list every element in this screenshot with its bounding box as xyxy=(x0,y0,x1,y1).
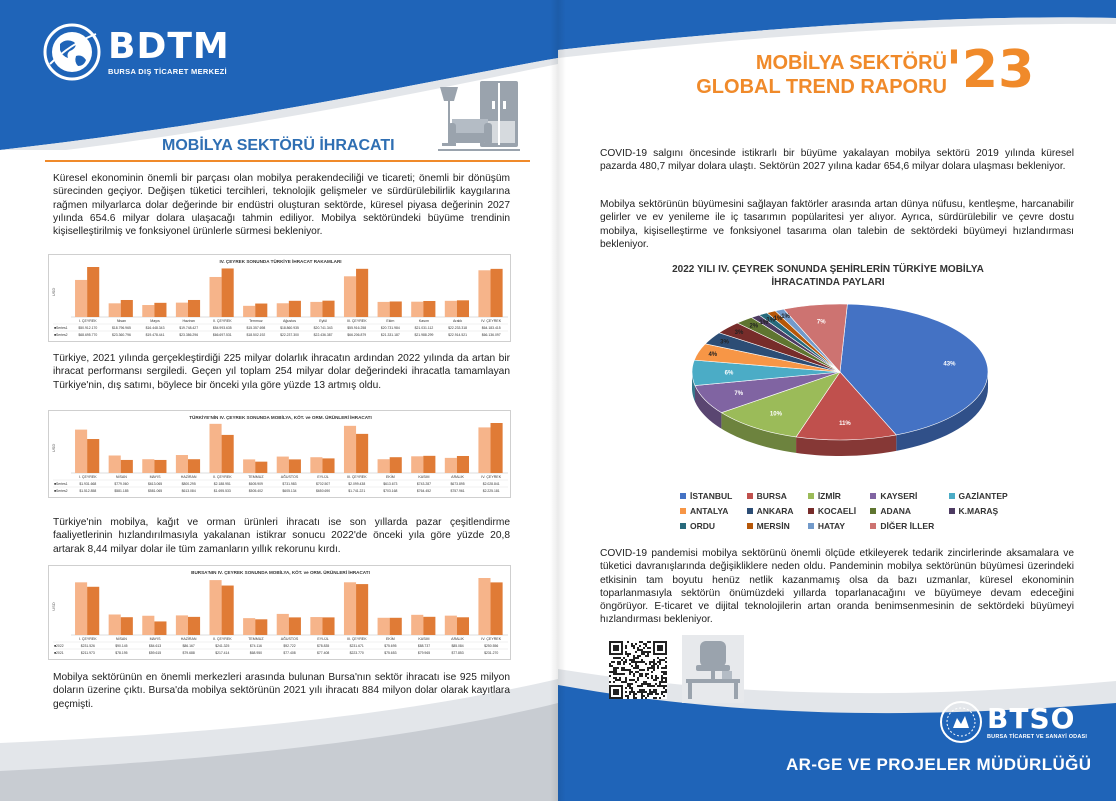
pie-label-KOCAELİ: 3% xyxy=(734,330,744,337)
bar-chart-title: TÜRKİYE'NİN IV. ÇEYREK SONUNDA MOBİLYA, KÖT. ve ORM. ÜRÜNLERİ İHRACATI xyxy=(189,415,372,420)
legend-swatch xyxy=(680,493,686,499)
table-cell: $79.688 xyxy=(182,651,195,655)
bar-2022-9 xyxy=(378,618,390,635)
legend-item xyxy=(870,491,936,501)
bar-Series1-11 xyxy=(445,458,457,473)
bar-Series2-4 xyxy=(222,268,234,317)
table-cell: $2.188.951 xyxy=(213,482,231,486)
x-tick-label: I. ÇEYREK xyxy=(78,319,97,323)
bar-Series1-1 xyxy=(109,455,121,473)
department-name: AR-GE VE PROJELER MÜDÜRLÜĞÜ xyxy=(786,755,1092,774)
legend-swatch xyxy=(949,493,955,499)
bar-Series1-12 xyxy=(478,270,490,317)
table-cell: $223.770 xyxy=(349,651,364,655)
table-row-label: ■Series1 xyxy=(54,482,68,486)
table-cell: $64.183.415 xyxy=(481,326,501,330)
legend-item xyxy=(747,506,796,516)
x-tick-label: EYLÜL xyxy=(317,637,329,641)
bar-Series1-9 xyxy=(378,302,390,317)
table-cell: $613.084 xyxy=(181,489,196,493)
bar-Series2-5 xyxy=(255,304,267,317)
x-tick-label: Eylül xyxy=(319,319,328,323)
table-cell: $77.408 xyxy=(316,651,330,655)
legend-item xyxy=(680,491,735,501)
table-cell: $19.478.441 xyxy=(145,333,165,337)
bar-Series2-8 xyxy=(356,269,368,317)
bar-Series1-6 xyxy=(277,303,289,317)
table-cell: $15.357.698 xyxy=(246,326,266,330)
bdtm-logo xyxy=(42,22,230,82)
x-tick-label: Ekim xyxy=(386,319,395,323)
bar-2022-3 xyxy=(176,615,188,635)
bar-2022-7 xyxy=(310,617,322,635)
table-cell: $19.748.427 xyxy=(179,326,199,330)
bar-2021-12 xyxy=(491,582,503,635)
bar-Series1-0 xyxy=(75,280,87,317)
pie-label-ADANA: 2% xyxy=(749,323,759,330)
bar-Series2-11 xyxy=(457,300,469,317)
legend-label: ORDU xyxy=(690,521,716,531)
bar-Series1-12 xyxy=(478,427,490,473)
table-row-label: ■2021 xyxy=(54,651,64,655)
pie-label-BURSA: 11% xyxy=(839,420,851,427)
pie-label-MERSİN: 1% xyxy=(773,315,783,322)
paragraph-bursa-exports: Mobilya sektörünün en önemli merkezleri arasında bulunan Bursa'nın sektör ihracatı ise 925 milyon doların üzerine çıktı. Bursa'da mobilya sektörünün 2021 yılı ihracatı 884 milyon dolar olarak kayıtlara geçmişti. xyxy=(53,672,510,710)
bar-2021-6 xyxy=(289,617,301,635)
bar-Series2-12 xyxy=(491,423,503,473)
table-cell: $92.722 xyxy=(283,644,296,648)
legend-swatch xyxy=(747,508,753,514)
table-cell: $18.796.965 xyxy=(111,326,131,330)
legend-item xyxy=(747,491,796,501)
report-title-line1: MOBİLYA SEKTÖRÜ xyxy=(755,52,947,74)
table-cell: $211.973 xyxy=(80,651,95,655)
x-tick-label: AĞUSTOS xyxy=(280,637,299,641)
table-cell: $90.145 xyxy=(115,644,128,648)
table-cell: $605.909 xyxy=(248,482,263,486)
table-cell: $77.853 xyxy=(451,651,464,655)
bar-2022-2 xyxy=(142,616,154,635)
qr-code-icon[interactable] xyxy=(609,641,667,699)
bar-Series1-3 xyxy=(176,303,188,317)
bar-Series2-1 xyxy=(121,460,133,473)
table-cell: $217.414 xyxy=(215,651,230,655)
legend-label: DİĞER İLLER xyxy=(880,521,935,531)
legend-label: KOCAELİ xyxy=(817,506,857,516)
x-tick-label: EKİM xyxy=(385,475,395,479)
table-cell: $1.931.668 xyxy=(79,482,97,486)
legend-label: MERSİN xyxy=(756,521,790,531)
table-row-label: ■Series2 xyxy=(54,489,68,493)
table-cell: $231.671 xyxy=(349,644,364,648)
table-cell: $85.084 xyxy=(451,644,464,648)
bar-chart-title: BURSA'NIN IV. ÇEYREK SONUNDA MOBİLYA, KÖT. ve ORM. ÜRÜNLERİ İHRACATI xyxy=(191,570,370,575)
bar-2021-1 xyxy=(121,617,133,635)
bar-Series2-3 xyxy=(188,459,200,473)
table-cell: $800.295 xyxy=(181,482,196,486)
pie-label-ANTALYA: 4% xyxy=(708,351,718,358)
x-tick-label: NİSAN xyxy=(115,475,127,479)
table-cell: $50.912.170 xyxy=(78,326,98,330)
x-tick-label: NİSAN xyxy=(115,637,127,641)
bar-2022-0 xyxy=(75,582,87,635)
btso-subtitle: BURSA TİCARET VE SANAYİ ODASI xyxy=(987,734,1088,740)
legend-swatch xyxy=(949,508,955,514)
pie-label-DİĞER İLLER: 7% xyxy=(816,319,826,326)
x-tick-label: II. ÇEYREK xyxy=(212,475,232,479)
table-cell: $16.448.343 xyxy=(145,326,165,330)
legend-swatch xyxy=(747,523,753,529)
table-cell: $66.136.097 xyxy=(481,333,501,337)
table-cell: $21.031.112 xyxy=(414,326,434,330)
city-share-pie-chart xyxy=(658,292,988,472)
bar-chart-title: IV. ÇEYREK SONUNDA TÜRKİYE İHRACAT RAKAMLARI xyxy=(219,259,342,264)
legend-swatch xyxy=(680,523,686,529)
table-cell: $779.060 xyxy=(114,482,129,486)
legend-item xyxy=(808,521,859,531)
right-page xyxy=(558,0,1116,801)
bar-Series1-5 xyxy=(243,459,255,473)
bar-Series2-6 xyxy=(289,459,301,473)
bar-Series2-10 xyxy=(423,301,435,317)
table-cell: $22.233.318 xyxy=(448,326,468,330)
y-axis-label: USD xyxy=(51,443,56,453)
bar-2022-11 xyxy=(445,616,457,635)
table-cell: $66.697.531 xyxy=(212,333,232,337)
x-tick-label: KASIM xyxy=(418,637,430,641)
table-cell: $1.695.533 xyxy=(213,489,231,493)
section-divider xyxy=(45,160,530,162)
table-cell: $581.065 xyxy=(147,489,163,493)
x-tick-label: Kasım xyxy=(418,319,430,323)
table-cell: $79.965 xyxy=(417,651,431,655)
x-tick-label: MAYIS xyxy=(149,637,161,641)
pie-legend xyxy=(680,491,1010,531)
bar-2021-2 xyxy=(154,621,166,635)
bar-Series2-2 xyxy=(154,460,166,473)
table-cell: $731.983 xyxy=(282,482,297,486)
x-tick-label: TEMMUZ xyxy=(248,475,264,479)
bar-Series1-8 xyxy=(344,276,356,317)
report-title-line2: GLOBAL TREND RAPORU xyxy=(696,76,947,98)
legend-swatch xyxy=(870,508,876,514)
bar-2021-3 xyxy=(188,617,200,635)
legend-item xyxy=(680,506,735,516)
legend-swatch xyxy=(870,493,876,499)
turkey-furniture-export-chart xyxy=(48,410,511,498)
table-cell: $703.168 xyxy=(383,489,398,493)
x-tick-label: EKİM xyxy=(385,637,395,641)
bar-2022-6 xyxy=(277,614,289,635)
bar-Series1-2 xyxy=(142,305,154,317)
bar-Series2-9 xyxy=(390,457,402,473)
bar-Series2-3 xyxy=(188,300,200,317)
bar-2021-8 xyxy=(356,584,368,635)
btso-emblem-icon xyxy=(939,700,983,744)
bar-Series1-4 xyxy=(209,424,221,473)
x-tick-label: Haziran xyxy=(182,319,195,323)
legend-label: GAZİANTEP xyxy=(958,491,1008,501)
table-cell: $18.860.935 xyxy=(280,326,299,330)
report-title xyxy=(657,51,947,99)
bar-Series1-7 xyxy=(310,457,322,473)
report-year: '23 xyxy=(946,40,1035,100)
table-cell: $21.331.187 xyxy=(380,333,400,337)
bar-2021-4 xyxy=(222,586,234,635)
bar-2021-7 xyxy=(322,617,334,635)
bar-Series1-7 xyxy=(310,302,322,317)
bar-2022-10 xyxy=(411,615,423,635)
table-cell: $20.731.984 xyxy=(380,326,400,330)
paragraph-global-economy: Küresel ekonominin önemli bir parçası olan mobilya perakendeciliği ve ticareti; önemli bir dönüşüm sürecinden geçiyor. Değişen tüketici tercihleri, teknolojik gelişmeler ve sürdürülebilirlik kaygılarına rağmen milyarlarca dolar değerinde bir endüstri oluşturan sektörde, küresel piyasa değerinin 2027 yılında 654.6 milyar dolara ulaşacağı tahmin ediliyor. Mobilya sektöründeki büyüme trendinin kişiselleştirilmiş ve fonksiyonel ürünlerle sürmesi bekleniyor. xyxy=(53,173,510,238)
table-cell: $77.408 xyxy=(283,651,296,655)
bar-Series1-4 xyxy=(209,277,221,317)
x-tick-label: TEMMUZ xyxy=(248,637,264,641)
bar-Series1-9 xyxy=(378,459,390,473)
table-cell: $2.225.181 xyxy=(482,489,500,493)
bar-Series1-5 xyxy=(243,306,255,317)
bar-2022-5 xyxy=(243,618,255,635)
table-cell: $1.741.221 xyxy=(348,489,366,493)
pie-label-İSTANBUL: 43% xyxy=(943,361,956,368)
bdtm-logo-name: BDTM xyxy=(108,25,230,67)
table-cell: $2.028.841 xyxy=(482,482,500,486)
table-cell: $21.988.299 xyxy=(414,333,434,337)
table-cell: $18.502.192 xyxy=(246,333,266,337)
table-row-label: ■Series2 xyxy=(54,333,68,337)
bar-Series1-8 xyxy=(344,426,356,473)
bar-Series2-7 xyxy=(322,458,334,473)
paragraph-turkey-exports: Türkiye, 2021 yılında gerçekleştirdiği 225 milyar dolarlık ihracatın ardından 2022 yılında da artan bir ihracat performansı sergiledi. Geçen yıl toplam 254 milyar dolar değerindeki ihracatla tamamlayan Türkiye'nin, dış satımı, böylece bir önceki yıla göre yüzde 13 artmış oldu. xyxy=(53,353,510,391)
turkey-export-chart xyxy=(48,254,511,342)
legend-label: K.MARAŞ xyxy=(958,506,999,516)
bar-Series2-6 xyxy=(289,301,301,317)
table-cell: $59.615 xyxy=(148,651,162,655)
bar-Series1-1 xyxy=(109,303,121,317)
bar-2022-8 xyxy=(344,582,356,635)
table-cell: $613.673 xyxy=(383,482,398,486)
table-cell: $581.185 xyxy=(114,489,129,493)
legend-label: BURSA xyxy=(756,491,787,501)
table-cell: $702.507 xyxy=(316,482,331,486)
bar-Series1-10 xyxy=(411,456,423,473)
table-cell: $78.835 xyxy=(316,644,330,648)
table-cell: $22.436.387 xyxy=(313,333,333,337)
legend-label: ANTALYA xyxy=(690,506,729,516)
bar-2022-12 xyxy=(478,578,490,635)
bar-Series2-7 xyxy=(322,301,334,317)
y-axis-label: USD xyxy=(51,287,56,297)
bar-Series2-9 xyxy=(390,301,402,317)
table-cell: $22.237.300 xyxy=(280,333,299,337)
section-title: MOBİLYA SEKTÖRÜ İHRACATI xyxy=(162,137,395,154)
living-room-furniture-icon xyxy=(436,73,522,159)
pie-label-GAZİANTEP: 6% xyxy=(724,370,734,377)
table-row-label: ■Series1 xyxy=(54,326,68,330)
table-cell: $75.695 xyxy=(384,644,397,648)
table-cell: $66.206.879 xyxy=(347,333,367,337)
x-tick-label: III. ÇEYREK xyxy=(346,475,367,479)
bar-Series2-0 xyxy=(87,439,99,473)
table-cell: $673.895 xyxy=(450,482,465,486)
bar-Series2-10 xyxy=(423,456,435,473)
y-axis-label: USD xyxy=(51,602,56,611)
table-cell: $54.993.635 xyxy=(212,326,232,330)
pie-label-HATAY: 1% xyxy=(781,314,790,321)
bar-Series1-11 xyxy=(445,301,457,317)
x-tick-label: EYLÜL xyxy=(317,475,329,479)
legend-swatch xyxy=(808,493,814,499)
legend-item xyxy=(808,506,859,516)
table-cell: $55.916.258 xyxy=(347,326,367,330)
x-tick-label: AĞUSTOS xyxy=(280,475,299,479)
x-tick-label: III. ÇEYREK xyxy=(346,319,367,323)
table-cell: $231.270 xyxy=(484,651,499,655)
legend-item xyxy=(949,491,1010,501)
table-cell: $757.961 xyxy=(450,489,465,493)
table-row-label: ■2022 xyxy=(54,644,64,648)
bar-Series1-0 xyxy=(75,430,87,473)
paragraph-pandemic-impact: COVID-19 pandemisi mobilya sektörünü önemli ölçüde etkileyerek tedarik zincirlerinde aksamalara ve tüketici davranışlarında değişikliklere neden oldu. Pandeminin mobilya sektörünün büyümesi üzerindeki etkisinin tam boyutu henüz netlik kazanmamış olsa da bazı uzmanlar, küresel ekonominin toparlanmasıyla sektörün önümüzdeki yıllarda toparlanacağını ve büyümeye devam edeceğini öngörüyor. E-ticaret ve dijital teknolojilerin artan oranda benimsenmesinin de sektördeki büyümeyi hızlandırması bekleniyor. xyxy=(600,548,1074,626)
x-tick-label: II. ÇEYREK xyxy=(212,319,232,323)
legend-label: İSTANBUL xyxy=(690,491,733,501)
legend-item xyxy=(680,521,735,531)
x-tick-label: I. ÇEYREK xyxy=(78,637,97,641)
turkey-furniture-export-chart-svg xyxy=(49,411,512,499)
globe-icon xyxy=(42,22,102,82)
page-gutter xyxy=(550,0,566,801)
table-cell: $613.065 xyxy=(147,482,163,486)
table-cell: $605.134 xyxy=(282,489,297,493)
table-cell: $78.195 xyxy=(115,651,128,655)
legend-swatch xyxy=(747,493,753,499)
pie-label-ANKARA: 3% xyxy=(720,339,729,346)
legend-item xyxy=(747,521,796,531)
table-cell: $22.914.521 xyxy=(448,333,468,337)
table-cell: $505.402 xyxy=(248,489,263,493)
table-cell: $74.116 xyxy=(249,644,262,648)
bar-Series2-2 xyxy=(154,303,166,317)
bar-Series2-5 xyxy=(255,462,267,473)
bar-Series2-11 xyxy=(457,456,469,473)
x-tick-label: HAZİRAN xyxy=(180,475,197,479)
bar-Series1-10 xyxy=(411,302,423,317)
bar-Series2-4 xyxy=(222,435,234,473)
x-tick-label: I. ÇEYREK xyxy=(78,475,97,479)
x-tick-label: Ağustos xyxy=(283,319,296,323)
table-cell: $23.386.296 xyxy=(179,333,199,337)
x-tick-label: IV. ÇEYREK xyxy=(481,475,502,479)
bar-Series2-8 xyxy=(356,434,368,473)
table-cell: $650.690 xyxy=(316,489,331,493)
table-cell: $75.653 xyxy=(384,651,397,655)
bar-Series1-3 xyxy=(176,455,188,473)
x-tick-label: IV. ÇEYREK xyxy=(481,637,502,641)
legend-label: KAYSERİ xyxy=(880,491,918,501)
x-tick-label: III. ÇEYREK xyxy=(346,637,367,641)
legend-swatch xyxy=(870,523,876,529)
bar-Series2-0 xyxy=(87,267,99,317)
paragraph-covid-growth: COVID-19 salgını öncesinde istikrarlı bir büyüme yakalayan mobilya sektörü 2019 yılında küresel pazarda 480,7 milyar dolara ulaştı. Sektörün 2027 yılına kadar 654,6 milyar dolara ulaşması bekleniyor. xyxy=(600,148,1074,173)
paragraph-furniture-record: Türkiye'nin mobilya, kağıt ve orman ürünleri ihracatı ise son yıllarda pazar çeşitlendirme faaliyetlerinin hızlandırılmasıyla yakalanan istikrar sonucu 2022'de önceki yıla göre yüzde 20,8 artarak 8,44 milyar dolar ile tüm zamanların yıllık rekorunu kırdı. xyxy=(53,517,510,555)
table-cell: $231.526 xyxy=(80,644,95,648)
table-cell: $68.695.770 xyxy=(78,333,98,337)
table-cell: $20.741.343 xyxy=(313,326,333,330)
bar-2021-9 xyxy=(390,618,402,635)
bar-Series2-1 xyxy=(121,300,133,317)
btso-name: BTSO xyxy=(987,702,1076,735)
bar-2021-0 xyxy=(87,587,99,635)
x-tick-label: Mayıs xyxy=(150,319,160,323)
pie-label-K.MARAŞ: 1% xyxy=(759,319,769,326)
legend-swatch xyxy=(680,508,686,514)
bursa-furniture-export-chart xyxy=(48,565,511,660)
bar-2021-10 xyxy=(423,617,435,635)
x-tick-label: MAYIS xyxy=(149,475,161,479)
legend-label: ANKARA xyxy=(756,506,794,516)
table-cell: $68.950 xyxy=(249,651,263,655)
table-cell: $250.556 xyxy=(484,644,499,648)
bar-2022-1 xyxy=(109,614,121,635)
legend-swatch xyxy=(808,508,814,514)
x-tick-label: KASIM xyxy=(418,475,430,479)
turkey-export-chart-svg xyxy=(49,255,512,343)
legend-item xyxy=(870,521,936,531)
table-cell: $241.325 xyxy=(215,644,230,648)
table-cell: $84.613 xyxy=(148,644,162,648)
legend-label: İZMİR xyxy=(817,491,841,501)
bar-Series1-6 xyxy=(277,457,289,473)
x-tick-label: ARALIK xyxy=(451,637,464,641)
x-tick-label: ARALIK xyxy=(451,475,464,479)
legend-label: ADANA xyxy=(880,506,912,516)
table-cell: $1.512.858 xyxy=(79,489,97,493)
bar-2021-11 xyxy=(457,617,469,635)
legend-item xyxy=(949,506,1010,516)
table-cell: $88.737 xyxy=(417,644,431,648)
btso-logo xyxy=(939,700,1087,744)
pie-label-ORDU: 1% xyxy=(766,317,776,324)
bar-2022-4 xyxy=(209,580,221,635)
bursa-furniture-export-chart-svg xyxy=(49,566,512,661)
paragraph-growth-factors: Mobilya sektörünün büyümesini sağlayan faktörler arasında artan dünya nüfusu, kentleşme, harcanabilir gelirler ve ev yenileme ile iç tasarımın popülaritesi yer alıyor. Ayrıca, sürdürülebilir ve çevre dostu mobilya, kişiselleştirme ve fonksiyonel tasarıma olan talebin de sektördeki büyümeyi hızlandırması bekleniyor. xyxy=(600,199,1074,250)
table-cell: $2.099.438 xyxy=(348,482,366,486)
x-tick-label: Nisan xyxy=(116,319,127,323)
x-tick-label: Aralık xyxy=(452,319,463,323)
table-cell: $743.287 xyxy=(416,482,432,486)
bdtm-logo-subtitle: BURSA DIŞ TİCARET MERKEZİ xyxy=(108,66,227,76)
legend-item xyxy=(870,506,936,516)
bar-Series1-2 xyxy=(142,459,154,473)
bar-2021-5 xyxy=(255,619,267,635)
x-tick-label: Temmuz xyxy=(249,319,263,323)
legend-label: HATAY xyxy=(817,521,846,531)
x-tick-label: IV. ÇEYREK xyxy=(481,319,502,323)
legend-swatch xyxy=(808,523,814,529)
pie-label-KAYSERİ: 7% xyxy=(734,390,744,397)
pie-chart-title: 2022 YILI IV. ÇEYREK SONUNDA ŞEHİRLERİN TÜRKİYE MOBİLYA İHRACATINDA PAYLARI xyxy=(672,264,984,288)
office-desk-icon xyxy=(682,635,744,703)
legend-item xyxy=(808,491,859,501)
x-tick-label: II. ÇEYREK xyxy=(212,637,232,641)
table-cell: $86.167 xyxy=(182,644,195,648)
table-cell: $764.452 xyxy=(416,489,432,493)
bar-Series2-12 xyxy=(491,269,503,317)
x-tick-label: HAZİRAN xyxy=(180,637,197,641)
pie-label-İZMİR: 10% xyxy=(769,411,782,418)
table-cell: $23.360.796 xyxy=(111,333,131,337)
